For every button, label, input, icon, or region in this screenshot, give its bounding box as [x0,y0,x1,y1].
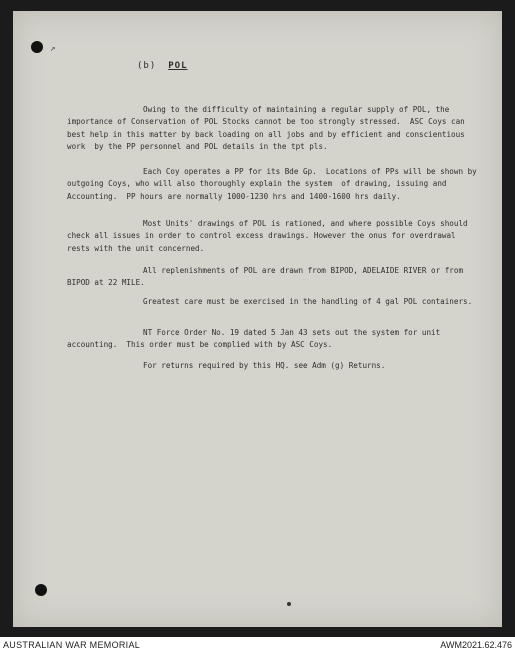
pencil-mark: ↗ [50,44,56,54]
paragraph-rationing: Most Units' drawings of POL is rationed, and where possible Coys should check all issues in order to control excess drawings. However the onus for overdrawal rests with the unit concerned. [67,219,473,253]
paragraph-replenishments: All replenishments of POL are drawn from BIPOD, ADELAIDE RIVER or from BIPOD at 22 MILE. [67,266,468,288]
paragraph-petrol-points: Each Coy operates a PP for its Bde Gp. Locations of PPs will be shown by outgoing Coys, who will also thoroughly explain the system of drawing, issuing and Accounting. PP hours are normally 1000-1230 hrs and 1400-1600 hrs daily. [67,167,482,201]
punch-hole-top [31,41,43,53]
section-title: POL [168,61,188,71]
section-letter: (b) [137,61,157,71]
institution-name: AUSTRALIAN WAR MEMORIAL [3,640,141,650]
section-heading [137,61,188,71]
document-page [13,11,502,627]
catalogue-id: AWM2021.62.476 [440,640,512,650]
archive-footer [0,637,515,653]
paragraph-conservation: Owing to the difficulty of maintaining a regular supply of POL, the importance of Conservation of POL Stocks cannot be too strongly stressed. ASC Coys can best help in this matter by back loading on all jobs and by efficient and conscientious work by the PP personnel and POL details in the tpt pls. [67,105,470,151]
page-mark [287,602,291,606]
paragraph-returns: For returns required by this HQ. see Adm (g) Returns. [143,361,386,370]
paragraph-containers: Greatest care must be exercised in the handling of 4 gal POL containers. [143,297,473,306]
punch-hole-bottom [35,584,47,596]
paragraph-force-order: NT Force Order No. 19 dated 5 Jan 43 sets out the system for unit accounting. This order must be complied with by ASC Coys. [67,328,445,350]
